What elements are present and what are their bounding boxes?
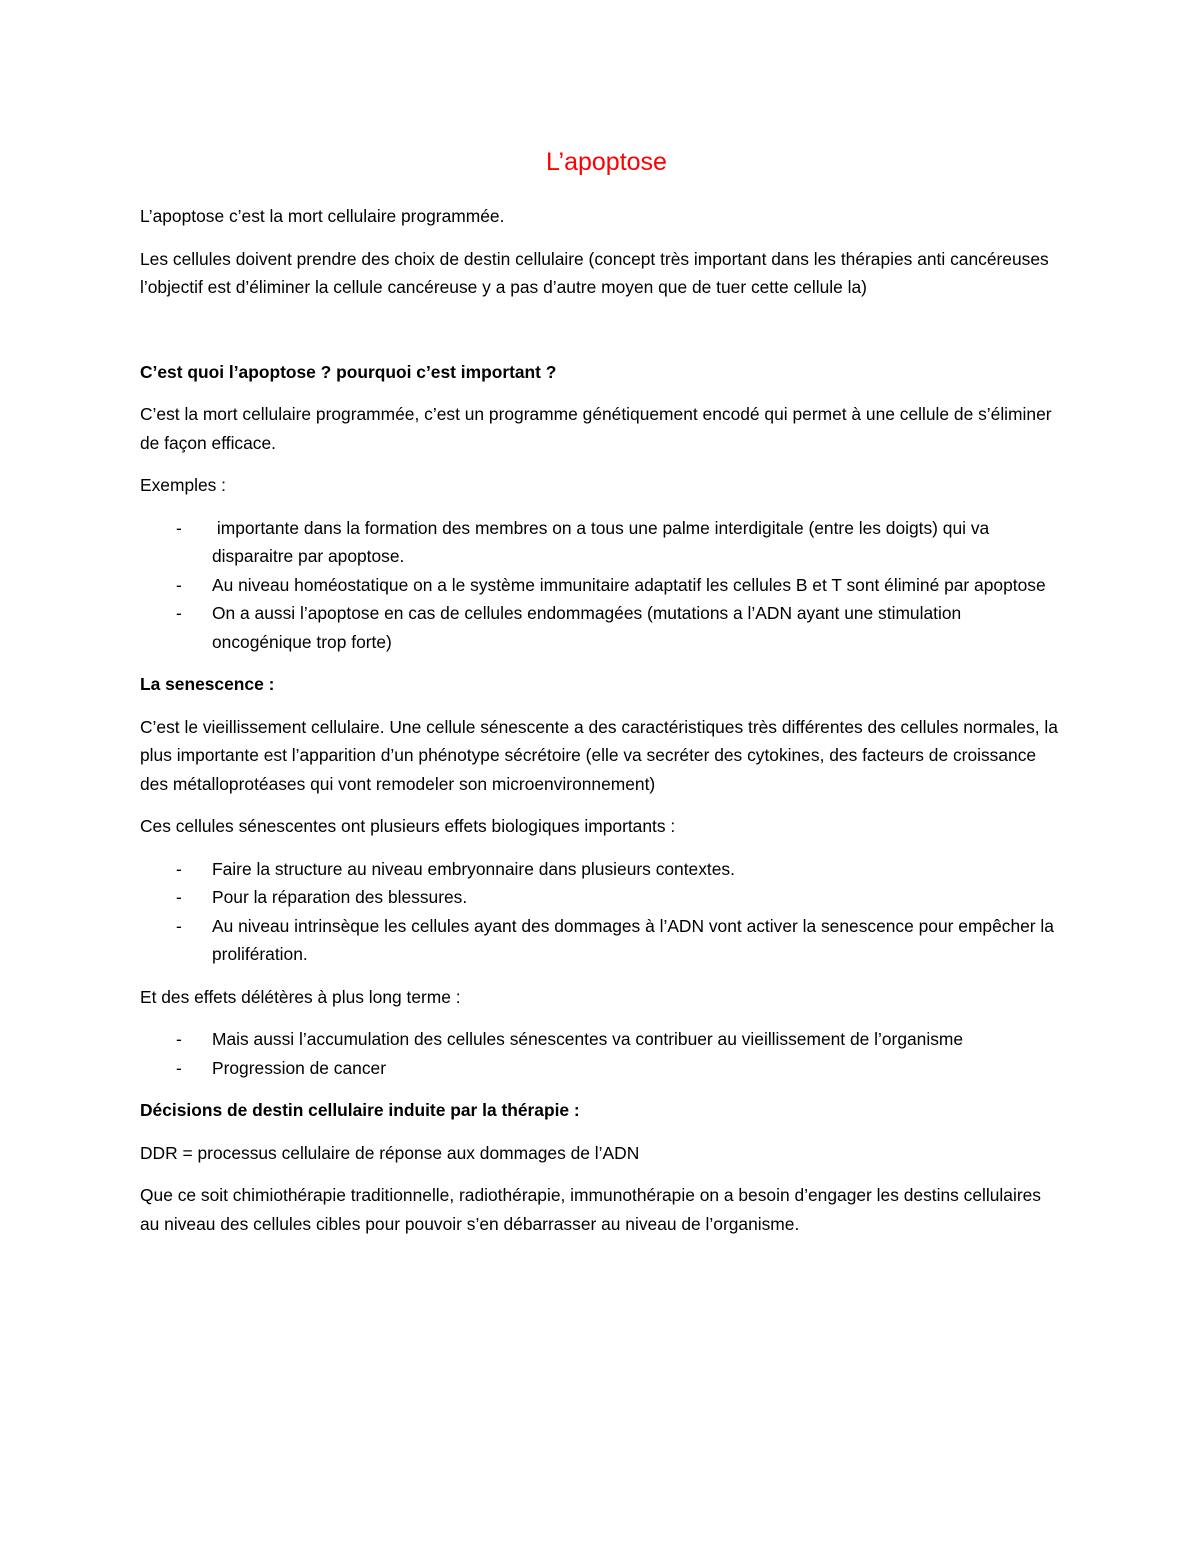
examples-list <box>140 514 1065 657</box>
ddr-definition: DDR = processus cellulaire de réponse aux dommages de l’ADN <box>140 1142 640 1163</box>
list-item <box>140 912 1065 969</box>
intro-paragraph: Les cellules doivent prendre des choix de destin cellulaire (concept très important dans les thérapies anti cancéreuses l’objectif est d’éliminer la cellule cancéreuse y a pas d’autre moyen que de tuer cette cellule la) <box>140 248 1049 297</box>
senescence-paragraph: C’est le vieillissement cellulaire. Une cellule sénescente a des caractéristiques très différentes des cellules normales, la plus importante est l’apparition d’un phénotype sécrétoire (elle va secréter des cytokines, des facteurs de croissance des métalloprotéases qui vont remodeler son microenvironnement) <box>140 716 1058 794</box>
list-item-text: importante dans la formation des membres on a tous une palme interdigitale (entre les doigts) qui va disparaitre par apoptose. <box>212 517 995 566</box>
list-item <box>140 1025 1065 1054</box>
examples-label: Exemples : <box>140 475 227 495</box>
list-item-text: Faire la structure au niveau embryonnaire dans plusieurs contextes. <box>212 858 735 879</box>
apoptose-paragraph: C’est la mort cellulaire programmée, c’est un programme génétiquement encodé qui permet à une cellule de s’éliminer de façon efficace. <box>140 404 1052 453</box>
section-heading-apoptose: C’est quoi l’apoptose ? pourquoi c’est important ? <box>140 361 557 382</box>
dash-bullet: - <box>176 574 182 595</box>
dash-bullet: - <box>176 517 182 538</box>
blank-line <box>140 316 1065 358</box>
list-item-text: Pour la réparation des blessures. <box>212 887 468 907</box>
list-item <box>140 599 1065 656</box>
list-item <box>140 883 1065 912</box>
list-item-text: Au niveau homéostatique on a le système immunitaire adaptatif les cellules B et T sont éliminé par apoptose <box>212 574 1046 595</box>
deleterious-intro: Et des effets délétères à plus long terme : <box>140 986 461 1007</box>
effects-list <box>140 855 1065 969</box>
list-item-text: Mais aussi l’accumulation des cellules sénescentes va contribuer au vieillissement de l’organisme <box>212 1029 964 1049</box>
section-heading-therapy: Décisions de destin cellulaire induite par la thérapie : <box>140 1100 580 1120</box>
list-item-text: On a aussi l’apoptose en cas de cellules endommagées (mutations a l’ADN ayant une stimulation oncogénique trop forte) <box>212 603 962 652</box>
dash-bullet: - <box>176 1029 182 1049</box>
intro-definition: L’apoptose c’est la mort cellulaire programmée. <box>140 206 505 226</box>
dash-bullet: - <box>176 858 182 879</box>
therapy-paragraph: Que ce soit chimiothérapie traditionnelle, radiothérapie, immunothérapie on a besoin d’engager les destins cellulaires au niveau des cellules cibles pour pouvoir s’en débarrasser au niveau de l’organisme. <box>140 1185 1041 1234</box>
section-heading-senescence: La senescence : <box>140 674 275 694</box>
list-item <box>140 571 1065 600</box>
dash-bullet: - <box>176 603 182 623</box>
effects-intro: Ces cellules sénescentes ont plusieurs effets biologiques importants : <box>140 816 676 836</box>
deleterious-list <box>140 1025 1065 1082</box>
list-item <box>140 1054 1065 1083</box>
dash-bullet: - <box>176 887 182 907</box>
list-item-text: Progression de cancer <box>212 1057 386 1078</box>
list-item <box>140 514 1065 571</box>
dash-bullet: - <box>176 1057 182 1078</box>
dash-bullet: - <box>176 915 182 936</box>
list-item <box>140 855 1065 884</box>
document-body <box>140 140 1065 1252</box>
document-title: L’apoptose <box>546 148 667 176</box>
list-item-text: Au niveau intrinsèque les cellules ayant des dommages à l’ADN vont activer la senescence pour empêcher la prolifération. <box>212 915 1054 964</box>
